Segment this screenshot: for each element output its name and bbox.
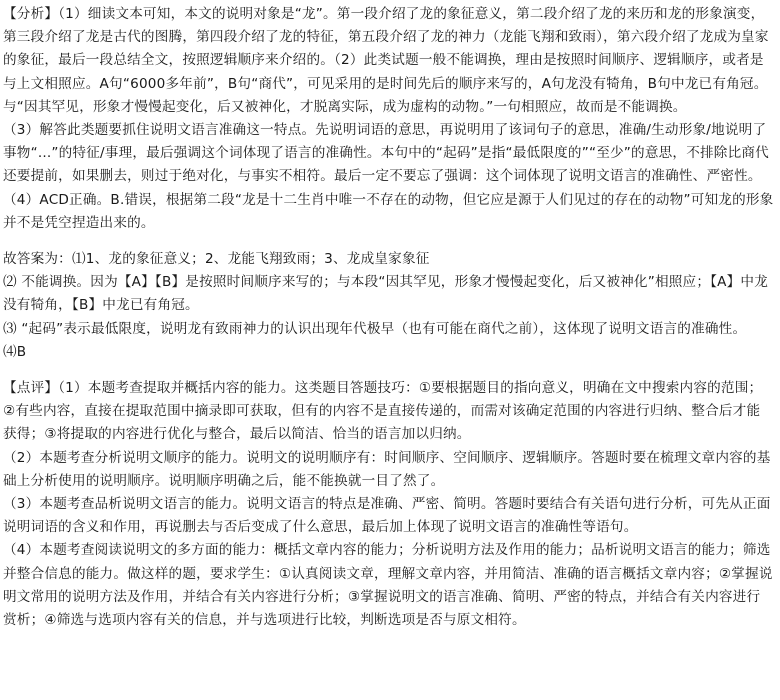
answer-line-3: ⑶ “起码”表示最低限度，说明龙有致雨神力的认识出现年代极早（也有可能在商代之前），这体现了说明文语言的准确性。 [3, 320, 747, 337]
answer-line-4: ⑷B [3, 343, 27, 360]
analysis-paragraph-3: （3）解答此类题要抓住说明文语言准确这一特点。先说明词语的意思，再说明用了该词句子的意思，准确/生动形象/地说明了事物“...”的特征/事理，最后强调这个词体现了语言的准确性。本句中的“起码”是指“最低限度的”“至少”的意思，不排除比商代还要提前，如果删去，则过于绝对化，与事实不相符。最后一定不要忘了强调：这个词体现了说明文语言的准确性、严密性。 [3, 122, 769, 185]
analysis-paragraph-1: 【分析】（1）细读文本可知，本文的说明对象是“龙”。第一段介绍了龙的象征意义，第二段介绍了龙的来历和龙的形象演变，第三段介绍了龙是古代的图腾，第四段介绍了龙的特征，第五段介绍了龙的神力（龙能飞翔和致雨），第六段介绍了龙成为皇家的象征，最后一段总结全文，按照逻辑顺序来介绍的。（2）此类试题一般不能调换，理由是按照时间顺序、逻辑顺序，或者是与上文相照应。A句“6000多年前”，B句“商代”，可见采用的是时间先后的顺序来写的，A句龙没有犄角，B句中龙已有角冠。与“因其罕见，形象才慢慢起变化，后又被神化，才脱离实际，成为虚构的动物。”一句相照应，故而是不能调换。 [3, 6, 769, 115]
analysis-section [3, 3, 774, 235]
analysis-paragraph-4: （4）ACD正确。B.错误，根据第二段“龙是十二生肖中唯一不存在的动物，但它应是源于人们见过的存在的动物”可知龙的形象并不是凭空捏造出来的。 [3, 191, 774, 231]
comment-paragraph-3: （3）本题考查品析说明文语言的能力。说明文语言的特点是准确、严密、简明。答题时要结合有关语句进行分析，可先从正面说明词语的含义和作用，再说删去与否后变成了什么意思，最后加上体现了说明文语言的准确性等语句。 [3, 496, 771, 536]
comment-paragraph-4: （4）本题考查阅读说明文的多方面的能力：概括文章内容的能力；分析说明方法及作用的能力；品析说明文语言的能力；筛选并整合信息的能力。做这样的题，要求学生：①认真阅读文章，理解文章内容，并用简洁、准确的语言概括文章内容；②掌握说明文常用的说明方法及作用，并结合有关内容进行分析；③掌握说明文的语言准确、简明、严密的特点，并结合有关内容进行赏析；④筛选与选项内容有关的信息，并与选项进行比较，判断选项是否与原文相符。 [3, 542, 773, 629]
answer-section [3, 248, 774, 364]
comment-paragraph-1: 【点评】（1）本题考查提取并概括内容的能力。这类题目答题技巧：①要根据题目的指向意义，明确在文中搜索内容的范围；②有些内容，直接在提取范围中摘录即可获取，但有的内容不是直接传递的，而需对该确定范围的内容进行归纳、整合后才能获得；③将提取的内容进行优化与整合，最后以简洁、恰当的语言加以归纳。 [3, 380, 763, 443]
answer-line-1: 故答案为：⑴1、龙的象征意义；2、龙能飞翔致雨；3、龙成皇家象征 [3, 251, 430, 268]
section-spacer [3, 235, 774, 248]
comment-paragraph-2: （2）本题考查分析说明文顺序的能力。说明文的说明顺序有：时间顺序、空间顺序、逻辑顺序。答题时要在梳理文章内容的基础上分析使用的说明顺序。说明顺序明确之后，能不能换就一目了然了。 [3, 449, 771, 489]
section-spacer [3, 364, 774, 377]
answer-line-2: ⑵ 不能调换。因为【A】【B】是按照时间顺序来写的；与本段“因其罕见，形象才慢慢起变化，后又被神化”相照应；【A】中龙没有犄角，【B】中龙已有角冠。 [3, 274, 768, 314]
comment-section [3, 377, 774, 632]
